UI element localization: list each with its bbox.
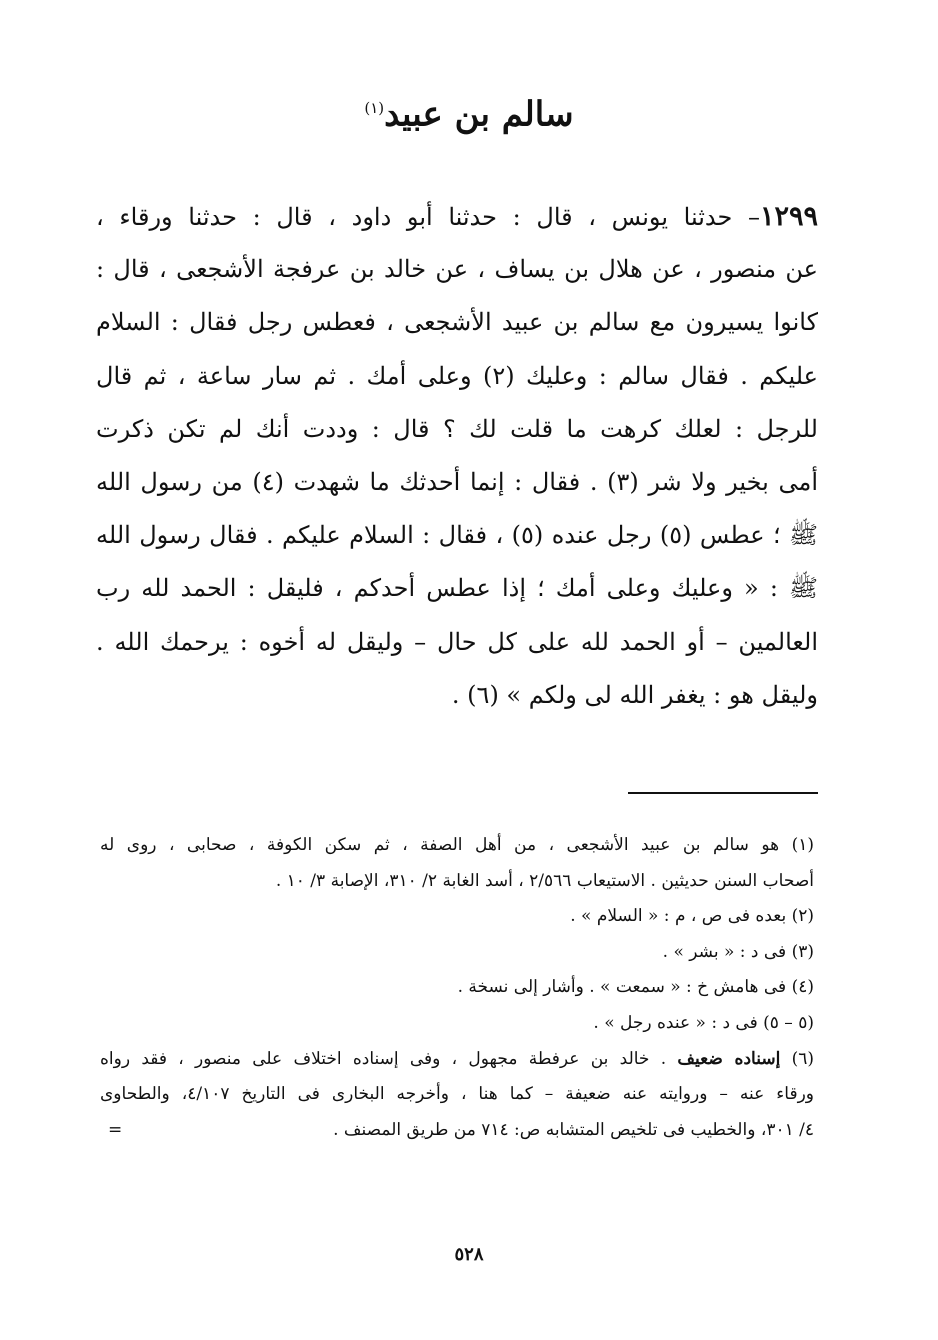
hadith-line-7: ﷺ ؛ عطس (٥) رجل عنده (٥) ، فقال : السلام عليكم . فقال رسول الله <box>96 521 818 550</box>
hadith-line-3: كانوا يسيرون مع سالم بن عبيد الأشجعى ، فعطس رجل فقال : السلام <box>96 308 818 337</box>
footnote-6-line-1-text: . خالد بن عرفطة مجهول ، وفى إسناده اختلاف على منصور ، فقد رواه <box>100 1048 678 1069</box>
page-number: ٥٢٨ <box>454 1244 484 1265</box>
chapter-title-footnote-ref: (١) <box>364 99 385 117</box>
footnote-6-line-1 <box>100 1042 814 1078</box>
hadith-text <box>96 190 818 722</box>
hadith-number: ١٢٩٩ <box>759 201 818 232</box>
hadith-line-10: وليقل هو : يغفر الله لى ولكم » (٦) . <box>451 680 818 709</box>
hadith-line-4: عليكم . فقال سالم : وعليك (٢) وعلى أمك . ثم سار ساعة ، ثم قال <box>96 361 818 390</box>
footnote-4: (٤) فى هامش خ : « سمعت » . وأشار إلى نسخة . <box>457 977 814 998</box>
chapter-title-text: سالم بن عبيد <box>384 94 574 135</box>
footnote-separator <box>628 792 818 794</box>
hadith-line-5: للرجل : لعلك كرهت ما قلت لك ؟ قال : وددت أنك لم تكن ذكرت <box>96 414 818 443</box>
hadith-line-9: العالمين – أو الحمد لله على كل حال – وليقل له أخوه : يرحمك الله . <box>96 627 818 656</box>
hadith-line-1-text: – حدثنا يونس ، قال : حدثنا أبو داود ، قال : حدثنا ورقاء ، <box>96 203 760 231</box>
continuation-mark: = <box>108 1119 123 1140</box>
footnote-1-line-1: (١) هو سالم بن عبيد الأشجعى ، من أهل الصفة ، ثم سكن الكوفة ، صحابى ، روى له <box>100 835 814 855</box>
chapter-title <box>0 78 938 144</box>
footnote-6-line-2: ورقاء عنه – وروايته عنه ضعيفة – كما هنا ، وأخرجه البخارى فى التاريخ ٤/١٠٧، والطحاوى <box>100 1084 814 1105</box>
hadith-line-1 <box>96 190 818 243</box>
hadith-line-8: ﷺ : « وعليك وعلى أمك ؛ إذا عطس أحدكم ، فليقل : الحمد لله رب <box>96 574 818 603</box>
footnote-6-line-3-text: ٤/ ٣٠١، والخطيب فى تلخيص المتشابه ص: ٧١٤ من طريق المصنف . <box>333 1119 814 1140</box>
hadith-line-6: أمى بخير ولا شر (٣) . فقال : إنما أحدثك ما شهدت (٤) من رسول الله <box>96 467 818 496</box>
footnote-1-line-2: أصحاب السنن حديثين . الاستيعاب ٢/٥٦٦ ، أسد الغابة ٢/ ٣١٠، الإصابة ٣/ ١٠ . <box>275 870 814 891</box>
footnote-5: (٥ – ٥) فى د : « عنده رجل » . <box>593 1012 814 1033</box>
footnote-6-line-3 <box>100 1113 814 1149</box>
footnote-6-number: (٦) <box>780 1048 814 1069</box>
footnote-6-grading: إسناده ضعيف <box>677 1048 781 1069</box>
hadith-line-2: عن منصور ، عن هلال بن يساف ، عن خالد بن عرفجة الأشجعى ، قال : <box>96 255 818 284</box>
footnotes <box>100 828 814 1148</box>
footnote-2: (٢) بعده فى ص ، م : « السلام » . <box>570 906 814 927</box>
footnote-3: (٣) فى د : « بشر » . <box>662 941 814 962</box>
